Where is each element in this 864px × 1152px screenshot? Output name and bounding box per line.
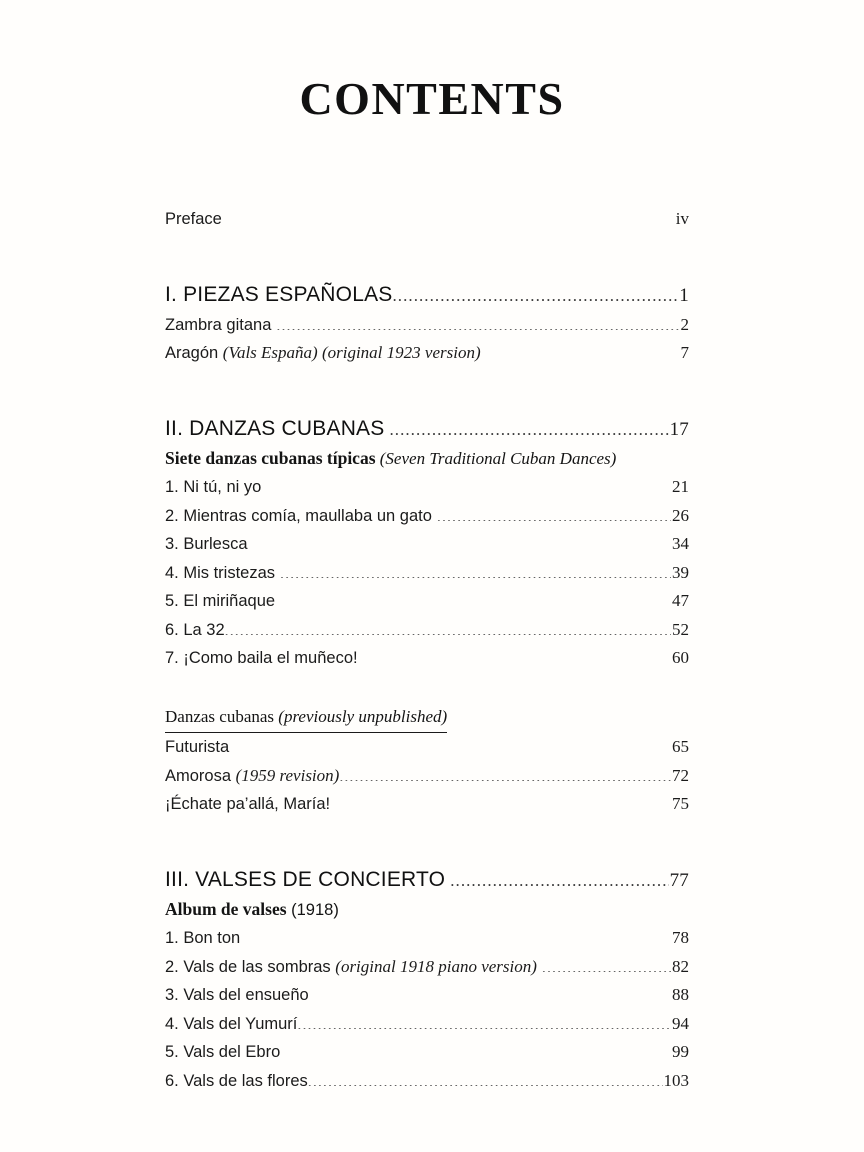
toc-section-page: 77 bbox=[669, 869, 689, 891]
toc-subheading-year: (1918) bbox=[286, 900, 339, 919]
toc-entry-page: 65 bbox=[672, 737, 689, 756]
toc-entry-page: 39 bbox=[672, 562, 689, 582]
dot-leader bbox=[393, 281, 679, 302]
toc-entry-page: 21 bbox=[672, 477, 689, 496]
toc-entry-label: Futurista bbox=[165, 738, 230, 756]
toc-entry-label bbox=[165, 762, 339, 791]
toc-entry-zambra-gitana[interactable] bbox=[165, 311, 689, 340]
toc-entry-vals-del-yumuri[interactable] bbox=[165, 1010, 689, 1039]
toc-section-label: III. VALSES DE CONCIERTO bbox=[165, 867, 446, 891]
toc-entry-label: 1. Bon ton bbox=[165, 929, 241, 947]
toc-entry-page: 26 bbox=[672, 505, 689, 525]
toc-entry-subtitle: (original 1918 piano version) bbox=[335, 956, 537, 976]
toc-entry-vals-de-las-flores[interactable] bbox=[165, 1067, 689, 1096]
toc-entry-page: 34 bbox=[672, 534, 689, 553]
toc-entry-mientras-comia[interactable] bbox=[165, 502, 689, 531]
dot-leader bbox=[335, 793, 671, 810]
toc-subheading-siete-danzas bbox=[165, 447, 617, 468]
toc-entry-label bbox=[165, 339, 481, 368]
dot-leader bbox=[245, 927, 671, 944]
dot-leader bbox=[389, 415, 668, 436]
toc-entry-label: Zambra gitana bbox=[165, 315, 272, 334]
toc-subheading-title: Siete danzas cubanas típicas bbox=[165, 447, 376, 468]
toc-entry-page: 47 bbox=[672, 591, 689, 610]
toc-entry-amorosa[interactable] bbox=[165, 762, 689, 791]
toc-entry-page: 94 bbox=[672, 1013, 689, 1033]
dot-leader bbox=[285, 1041, 671, 1058]
toc-entry-label: 5. Vals del Ebro bbox=[165, 1043, 281, 1061]
dot-leader bbox=[253, 533, 671, 550]
toc-subheading-siete-danzas-wrap bbox=[165, 445, 689, 474]
toc-entry-page: 2 bbox=[680, 314, 689, 334]
toc-entry-label: 6. La 32 bbox=[165, 620, 225, 639]
toc-entry-bon-ton[interactable] bbox=[165, 924, 689, 953]
toc-section-page: 17 bbox=[669, 418, 689, 440]
toc-section-label: II. DANZAS CUBANAS bbox=[165, 416, 385, 440]
toc-entry-futurista[interactable] bbox=[165, 733, 689, 762]
toc-entry-vals-de-las-sombras[interactable] bbox=[165, 953, 689, 982]
toc-entry-page: 72 bbox=[672, 765, 689, 785]
toc-entry-title: 2. Vals de las sombras bbox=[165, 957, 336, 976]
spacer bbox=[165, 234, 689, 280]
dot-leader bbox=[261, 476, 671, 493]
dot-leader bbox=[276, 313, 679, 330]
toc-subheading-danzas-cubanas bbox=[165, 703, 447, 734]
toc-entry-page: 103 bbox=[663, 1070, 689, 1090]
dot-leader bbox=[314, 984, 671, 1001]
toc-entry-page: 75 bbox=[672, 794, 689, 813]
toc-entry-el-mirinaque[interactable] bbox=[165, 587, 689, 616]
dot-leader bbox=[225, 618, 671, 635]
dot-leader bbox=[297, 1012, 671, 1029]
toc-subheading-danzas-cubanas-wrap bbox=[165, 703, 689, 734]
toc-entry-label: 1. Ni tú, ni yo bbox=[165, 478, 262, 496]
toc-entry-label: 4. Vals del Yumurí bbox=[165, 1014, 298, 1033]
dot-leader bbox=[227, 208, 675, 225]
toc-entry-label: 3. Burlesca bbox=[165, 535, 248, 553]
toc-entry-page: 52 bbox=[672, 619, 689, 639]
dot-leader bbox=[275, 590, 671, 607]
toc-subheading-album-de-valses-wrap bbox=[165, 896, 689, 925]
toc-entry-preface[interactable] bbox=[165, 205, 689, 234]
toc-entry-vals-del-ebro[interactable] bbox=[165, 1038, 689, 1067]
dot-leader bbox=[437, 504, 671, 521]
dot-leader bbox=[308, 1069, 663, 1086]
toc-entry-page: 99 bbox=[672, 1042, 689, 1061]
toc-entry-label: Preface bbox=[165, 210, 222, 228]
toc-subheading-translation: (Seven Traditional Cuban Dances) bbox=[375, 448, 617, 468]
dot-leader bbox=[450, 866, 668, 887]
toc-entry-page: 88 bbox=[672, 985, 689, 1004]
toc-section-page: 1 bbox=[679, 284, 689, 306]
toc-entry-title: Aragón bbox=[165, 344, 223, 362]
dot-leader bbox=[280, 561, 671, 578]
dot-leader bbox=[234, 736, 671, 753]
toc-section-heading-1[interactable] bbox=[165, 280, 689, 311]
dot-leader bbox=[486, 342, 680, 359]
toc-subheading-title: Album de valses bbox=[165, 898, 287, 919]
dot-leader bbox=[339, 764, 671, 781]
toc-entry-label: 7. ¡Como baila el muñeco! bbox=[165, 649, 358, 667]
toc-entry-mis-tristezas[interactable] bbox=[165, 559, 689, 588]
spacer bbox=[165, 819, 689, 865]
toc-entry-label: ¡Échate pa’allá, María! bbox=[165, 795, 331, 813]
toc-section-heading-2[interactable] bbox=[165, 414, 689, 445]
toc-entry-page: 7 bbox=[680, 343, 689, 362]
toc-entry-page: 60 bbox=[672, 648, 689, 667]
toc-entry-page: 78 bbox=[672, 928, 689, 947]
toc-entry-subtitle: (Vals España) (original 1923 version) bbox=[222, 343, 481, 362]
toc-body bbox=[165, 205, 689, 1095]
toc-subheading-note: (previously unpublished) bbox=[274, 706, 448, 726]
toc-entry-como-baila-el-muneco[interactable] bbox=[165, 644, 689, 673]
toc-entry-label: 3. Vals del ensueño bbox=[165, 986, 309, 1004]
toc-entry-title: Amorosa bbox=[165, 766, 236, 785]
toc-section-label: I. PIEZAS ESPAÑOLAS bbox=[165, 282, 393, 306]
toc-entry-la-32[interactable] bbox=[165, 616, 689, 645]
dot-leader bbox=[542, 955, 671, 972]
toc-entry-label: 4. Mis tristezas bbox=[165, 563, 276, 582]
toc-entry-label bbox=[165, 953, 537, 982]
toc-entry-vals-del-ensueno[interactable] bbox=[165, 981, 689, 1010]
toc-entry-echate-pa-alla-maria[interactable] bbox=[165, 790, 689, 819]
spacer bbox=[165, 673, 689, 703]
dot-leader bbox=[363, 647, 671, 664]
page-title: CONTENTS bbox=[299, 73, 565, 124]
spacer bbox=[165, 368, 689, 414]
toc-entry-ni-tu-ni-yo[interactable] bbox=[165, 473, 689, 502]
toc-entry-label: 6. Vals de las flores bbox=[165, 1071, 308, 1090]
toc-entry-page: 82 bbox=[672, 956, 689, 976]
toc-entry-burlesca[interactable] bbox=[165, 530, 689, 559]
toc-entry-subtitle: (1959 revision) bbox=[235, 765, 340, 785]
toc-entry-aragon[interactable] bbox=[165, 339, 689, 368]
toc-section-heading-3[interactable] bbox=[165, 865, 689, 896]
toc-subheading-title: Danzas cubanas bbox=[165, 706, 275, 726]
toc-subheading-album-de-valses bbox=[165, 898, 339, 919]
toc-entry-page: iv bbox=[675, 209, 689, 228]
toc-entry-label: 2. Mientras comía, maullaba un gato bbox=[165, 506, 432, 525]
toc-entry-label: 5. El miriñaque bbox=[165, 592, 276, 610]
